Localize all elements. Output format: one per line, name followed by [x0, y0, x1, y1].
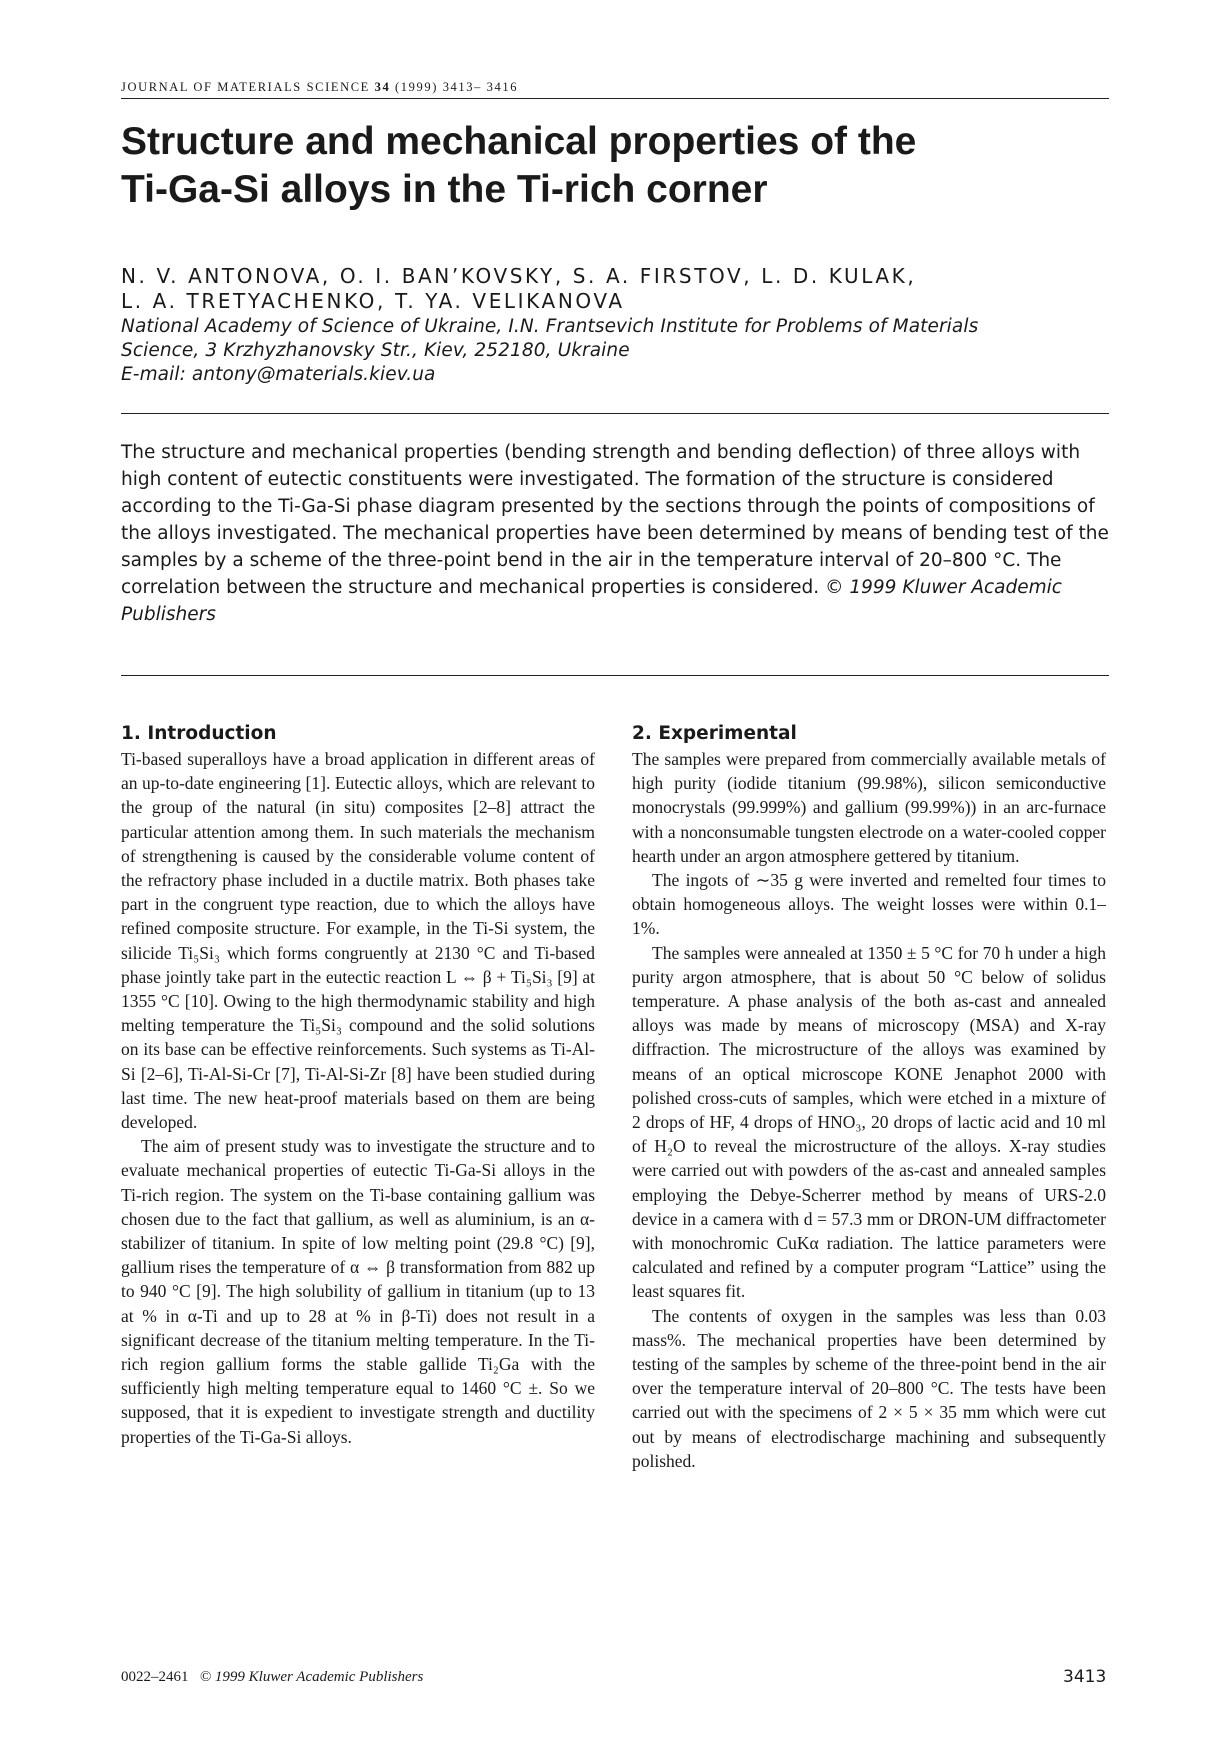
right-column — [632, 722, 1106, 1473]
experimental-paragraph-4: The contents of oxygen in the samples was less than 0.03 mass%. The mechanical properties have been determined by testing of the samples by scheme of the three-point bend in the air over the temperature interval of 20–800 °C. The tests have been carried out with the specimens of 2 × 5 × 35 mm which were cut out by means of electrodischarge machining and subsequently polished. — [632, 1305, 1106, 1471]
introduction-paragraph-1: Ti-based superalloys have a broad application in different areas of an up-to-date engineering [1]. Eutectic alloys, which are relevant to the group of the natural (in situ) composites [2–8] attract the particular attention among them. In such materials the mechanism of strengthening is caused by the considerable volume content of the refractory phase included in a ductile matrix. Both phases take part in the congruent type reaction, due to which the alloys have refined composite structure. For example, in the Ti-Si system, the silicide Ti₅Si₃ which forms congruently at 2130 °C and Ti-based phase jointly take part in the eutectic reaction L ⇔ β + Ti₅Si₃ [9] at 1355 °C [10]. Owing to the high thermodynamic stability and high melting temperature the Ti₅Si₃ compound and the solid solutions on its base can be effective reinforcements. Such systems as Ti-Al-Si [2–6], Ti-Al-Si-Cr [7], Ti-Al-Si-Zr [8] have been studied during last time. The new heat-proof materials based on them are being developed. — [121, 749, 595, 1133]
title-line-1: Structure and mechanical properties of the — [121, 120, 917, 163]
footer-issn-copyright — [121, 1669, 423, 1686]
journal-name: JOURNAL OF MATERIALS SCIENCE — [121, 80, 370, 94]
abstract-top-divider — [121, 413, 1109, 414]
introduction-paragraph-2: The aim of present study was to investigate the structure and to evaluate mechanical properties of eutectic Ti-Ga-Si alloys in the Ti-rich region. The system on the Ti-base containing gallium was chosen due to the fact that gallium, as well as aluminium, is an α-stabilizer of titanium. In spite of low melting point (29.8 °C) [9], gallium rises the temperature of α ⇔ β transformation from 882 up to 940 °C [9]. The high solubility of gallium in titanium (up to 13 at % in α-Ti and up to 28 at % in β-Ti) does not result in a significant decrease of the titanium melting temperature. In the Ti-rich region gallium forms the stable gallide Ti₂Ga with the sufficiently high melting temperature equal to 1460 °C ±. So we supposed, that it is expedient to investigate strength and ductility properties of the Ti-Ga-Si alloys. — [121, 1136, 595, 1447]
author-email: E-mail: antony@materials.kiev.ua — [121, 364, 436, 385]
journal-year-pages: (1999) 3413– 3416 — [395, 80, 519, 94]
footer-issn: 0022–2461 — [121, 1669, 189, 1685]
abstract-text: The structure and mechanical properties (bending strength and bending deflection) of three alloys with high content of eutectic constituents were investigated. The formation of the structure is considered according to the Ti-Ga-Si phase diagram presented by the sections through the points of compositions of the alloys investigated. The mechanical properties have been determined by means of bending test of the samples by a scheme of the three-point bend in the air in the temperature interval of 20–800 °C. The correlation between the structure and mechanical properties is considered. — [121, 442, 1109, 598]
page-number: 3413 — [1063, 1667, 1107, 1687]
affiliation-line-2: Science, 3 Krzhyzhanovsky Str., Kiev, 252180, Ukraine — [121, 340, 630, 361]
journal-header — [121, 80, 1109, 99]
abstract-copyright: © 1999 Kluwer Academic Publishers — [121, 577, 1062, 625]
footer-copyright: © 1999 Kluwer Academic Publishers — [199, 1669, 424, 1685]
experimental-paragraph-3: The samples were annealed at 1350 ± 5 °C for 70 h under a high purity argon atmosphere, that is about 50 °C below of solidus temperature. A phase analysis of the both as-cast and annealed alloys was made by means of microscopy (MSA) and X-ray diffraction. The microstructure of the alloys was examined by means of an optical microscope KONE Jenaphot 2000 with polished cross-cuts of samples, which were etched in a mixture of 2 drops of HF, 4 drops of HNO₃, 20 drops of lactic acid and 10 ml of H₂O to reveal the microstructure of the alloys. X-ray studies were carried out with powders of the as-cast and annealed samples employing the Debye-Scherrer method by means of URS-2.0 device in a camera with d = 57.3 mm or DRON-UM diffractometer with monochromic CuKα radiation. The lattice parameters were calculated and refined by a computer program “Lattice” using the least squares fit. — [632, 942, 1106, 1302]
authors-line-1: N. V. ANTONOVA, O. I. BAN’KOVSKY, S. A. FIRSTOV, L. D. KULAK, — [121, 264, 917, 288]
affiliation-line-1: National Academy of Science of Ukraine, I.N. Frantsevich Institute for Problems of Materials — [121, 316, 979, 337]
introduction-heading: 1. Introduction — [121, 723, 277, 744]
left-column — [121, 722, 595, 1449]
experimental-paragraph-2: The ingots of ∼35 g were inverted and remelted four times to obtain homogeneous alloys. The weight losses were within 0.1–1%. — [632, 870, 1106, 939]
author-list — [121, 264, 1109, 314]
journal-volume: 34 — [374, 80, 391, 94]
affiliation — [121, 315, 1121, 387]
title-line-2: Ti-Ga-Si alloys in the Ti-rich corner — [121, 168, 768, 211]
experimental-paragraph-1: The samples were prepared from commercially available metals of high purity (iodide titanium (99.98%), silicon semiconductive monocrystals (99.999%) and gallium (99.99%)) in an arc-furnace with a nonconsumable tungsten electrode on a water-cooled copper hearth under an argon atmosphere gettered by titanium. — [632, 749, 1106, 866]
experimental-heading: 2. Experimental — [632, 723, 797, 744]
abstract — [121, 439, 1109, 628]
paper-title — [121, 118, 1109, 214]
abstract-bottom-divider — [121, 675, 1109, 676]
authors-line-2: L. A. TRETYACHENKO, T. YA. VELIKANOVA — [121, 289, 625, 313]
